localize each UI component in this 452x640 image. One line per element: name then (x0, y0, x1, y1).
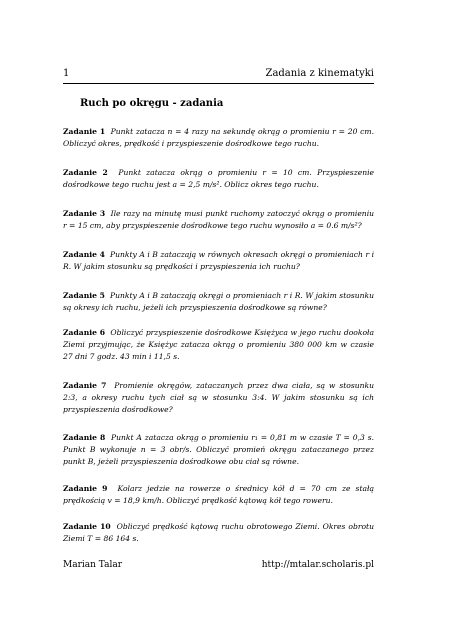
page-number: 1 (63, 68, 70, 79)
task-text: Punkt A zatacza okrąg o promieniu r₁ = 0,81 m w czasie T = 0,3 s. Punkt B wykonuje n = 3 obr/s. Obliczyć promień okręgu zataczanego przez punkt B, jeżeli przyspieszenia dośrodkowe obu ciał są równe. (63, 433, 375, 466)
header-title: Zadania z kinematyki (265, 68, 374, 79)
task-7 (63, 380, 374, 416)
task-label: Zadanie 2 (63, 168, 108, 177)
task-label: Zadanie 7 (63, 381, 107, 390)
task-text: Ile razy na minutę musi punkt ruchomy zatoczyć okrąg o promieniu r = 15 cm, aby przyspieszenie dośrodkowe tego ruchu wynosiło a = 0.6 m/s²? (63, 209, 375, 230)
page-footer (63, 560, 374, 574)
section-title: Ruch po okręgu - zadania (80, 98, 224, 109)
task-text: Punkt zatacza okrąg o promieniu r = 10 cm. Przyspieszenie dośrodkowe tego ruchu jest a = 2,5 m/s². Oblicz okres tego ruchu. (63, 168, 375, 189)
header-rule (63, 83, 374, 84)
page-header (63, 68, 374, 82)
task-text: Punkty A i B zataczają w równych okresach okręgi o promieniach r i R. W jakim stosunku są prędkości i przyspieszenia ich ruchu? (63, 250, 375, 271)
task-text: Obliczyć prędkość kątową ruchu obrotowego Ziemi. Okres obrotu Ziemi T = 86 164 s. (63, 522, 374, 543)
task-label: Zadanie 1 (63, 127, 106, 136)
task-text: Promienie okręgów, zataczanych przez dwa ciała, są w stosunku 2:3, a okresy ruchu tych ciał są w stosunku 3:4. W jakim stosunku są ich przyspieszenia dośrodkowe? (63, 381, 375, 414)
footer-url[interactable]: http://mtalar.scholaris.pl (261, 560, 374, 570)
task-label: Zadanie 5 (63, 291, 105, 300)
task-label: Zadanie 4 (63, 250, 105, 259)
task-label: Zadanie 3 (63, 209, 106, 218)
task-8 (63, 432, 374, 468)
task-text: Punkt zatacza n = 4 razy na sekundę okrąg o promieniu r = 20 cm. Obliczyć okres, prędkość i przyspieszenie dośrodkowe tego ruchu. (63, 127, 374, 148)
task-6 (63, 327, 374, 363)
task-3 (63, 208, 374, 232)
task-9 (63, 483, 374, 507)
task-text: Punkty A i B zataczają okręgi o promieniach r i R. W jakim stosunku są okresy ich ruchu, jeżeli ich przyspieszenia dośrodkowe są równe? (63, 291, 374, 312)
task-2 (63, 167, 374, 191)
task-label: Zadanie 9 (63, 484, 108, 493)
task-label: Zadanie 6 (63, 328, 106, 337)
task-10 (63, 521, 374, 545)
task-label: Zadanie 8 (63, 433, 106, 442)
task-text: Obliczyć przyspieszenie dośrodkowe Księżyca w jego ruchu dookoła Ziemi przyjmując, że Księżyc zatacza okrąg o promieniu 380 000 km w czasie 27 dni 7 godz. 43 min i 11,5 s. (63, 328, 375, 361)
task-5 (63, 290, 374, 314)
task-1 (63, 126, 374, 150)
footer-author: Marian Talar (63, 560, 123, 570)
task-text: Kolarz jedzie na rowerze o średnicy kół d = 70 cm ze stałą prędkością v = 18,9 km/h. Obliczyć prędkość kątową kół tego roweru. (63, 484, 375, 505)
task-label: Zadanie 10 (63, 522, 111, 531)
task-4 (63, 249, 374, 273)
